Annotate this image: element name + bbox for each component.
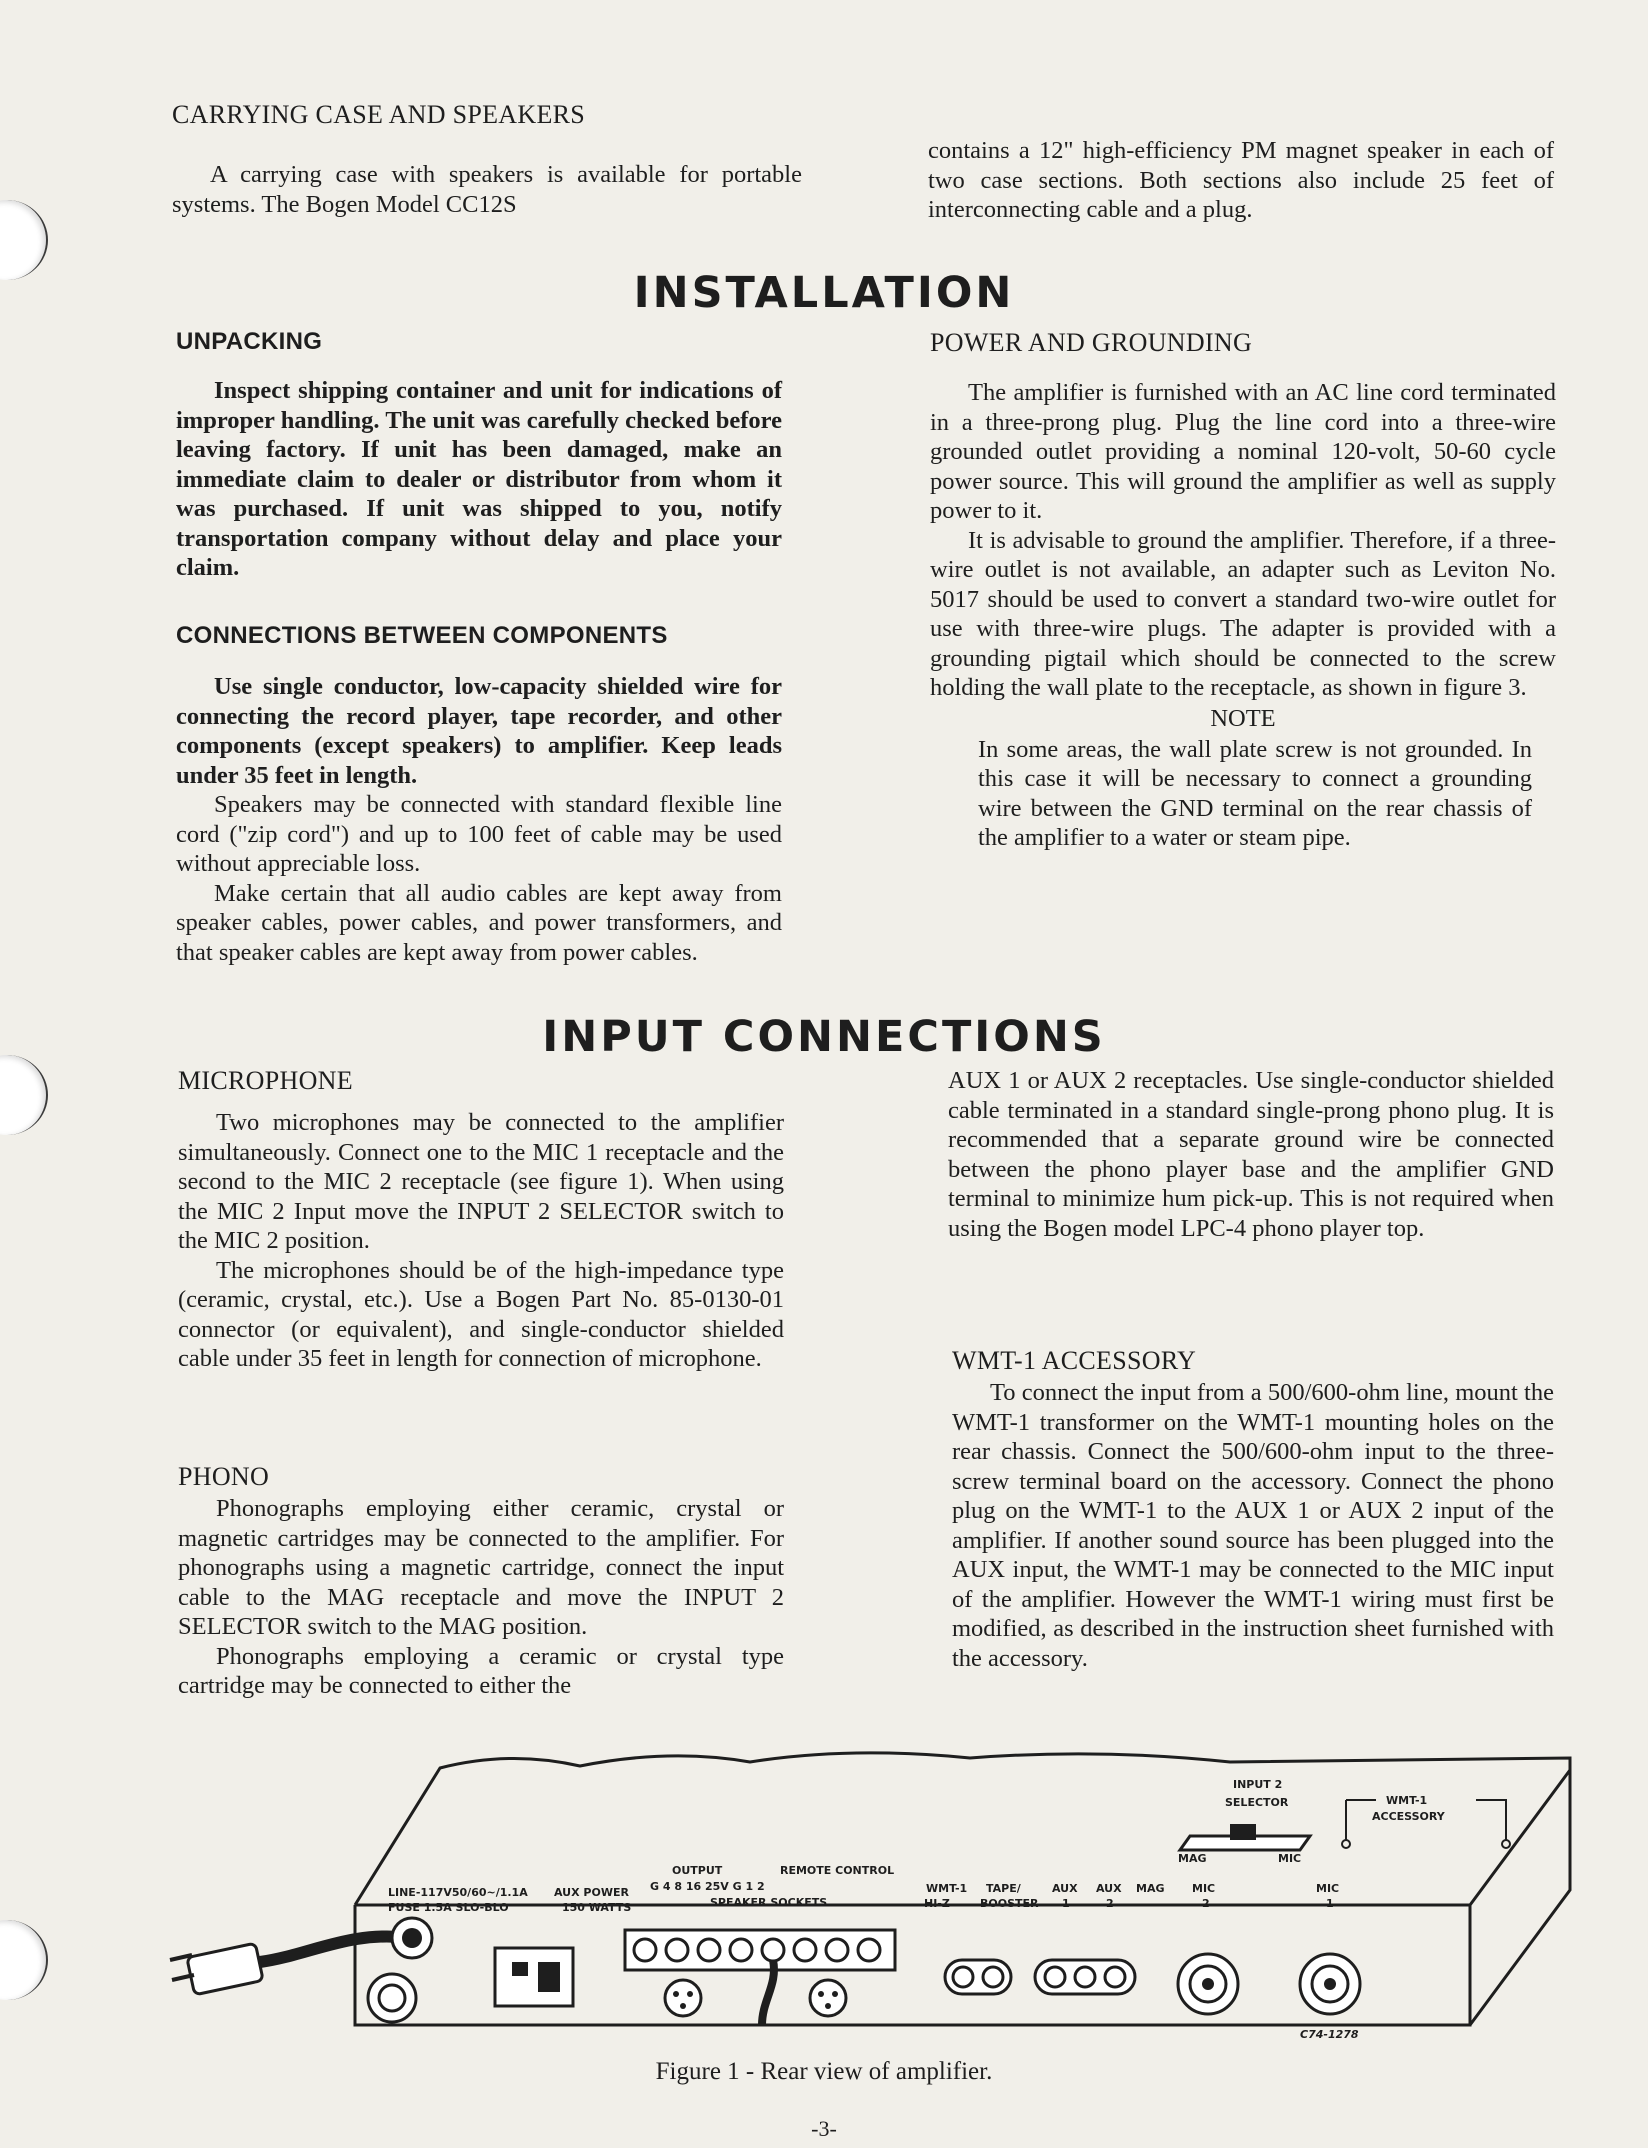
mic-connector-icon [1178,1954,1360,2014]
microphone-section [178,1066,784,1374]
speaker-terminal-strip-icon [625,1930,895,2025]
carrying-case-right [928,136,1554,225]
page-number: -3- [811,2116,837,2141]
power-heading: POWER AND GROUNDING [930,328,1253,357]
input-selector-switch-icon [1180,1824,1310,1850]
label-input2: INPUT 2 [1233,1778,1283,1791]
label-aux1: AUX [1052,1882,1078,1895]
speaker-socket-icon [665,1980,846,2016]
label-selector: SELECTOR [1225,1796,1289,1809]
label-mic1-num: 1 [1326,1897,1334,1910]
label-accessory: ACCESSORY [1372,1810,1445,1823]
figure-caption: Figure 1 - Rear view of amplifier. [655,2058,993,2085]
microphone-heading: MICROPHONE [178,1066,353,1095]
label-output: OUTPUT [672,1864,723,1877]
phono-jack-icon [945,1960,1135,1994]
wmt-section [952,1346,1554,1673]
carrying-case-left [172,100,802,219]
label-mag: MAG [1178,1852,1207,1865]
connections-text-2: Speakers may be connected with standard flexible line cord ("zip cord") and up to 100 feet of cable may be used without appreciable loss. [176,791,782,877]
label-mag-input: MAG [1136,1882,1165,1895]
aux-power-outlet-icon [495,1948,573,2006]
power-text-2: It is advisable to ground the amplifier. Therefore, if a three-wire outlet is not available, an adapter such as Leviton No. 5017 should be used to convert a standard two-wire outlet for use with three-wire plugs. The adapter is provided with a grounding pigtail which should be connected to the screw holding the wall plate to the receptacle, as shown in figure 3. [930,526,1556,701]
label-aux1-num: 1 [1062,1897,1070,1910]
label-fuse: FUSE 1.5A SLO-BLO [388,1901,509,1914]
label-aux2: AUX [1096,1882,1122,1895]
phono-heading: PHONO [178,1462,270,1491]
aux-text: AUX 1 or AUX 2 receptacles. Use single-conductor shielded cable terminated in a standard single-prong phono plug. It is recommended that a separate ground wire be connected between the phono player base and the amplifier GND terminal to minimize hum pick-up. This is not required when using the Bogen model LPC-4 phono player top. [948,1067,1554,1242]
wmt-text: To connect the input from a 500/600-ohm line, mount the WMT-1 transformer on the WMT-1 mounting holes on the rear chassis. Connect the 500/600-ohm input to the three-screw terminal board on the accessory. Connect the phono plug on the WMT-1 to the AUX 1 or AUX 2 input of the amplifier. If another sound source has been plugged into the AUX input, the WMT-1 may be connected to the MIC input of the amplifier. However the WMT-1 wiring must first be modified, as described in the instruction sheet furnished with the accessory. [952,1379,1554,1672]
unpacking-text: Inspect shipping container and unit for indications of improper handling. The unit was carefully checked before leaving factory. If unit has been damaged, make an immediate claim to dealer or distributor from whom it was purchased. If unit was shipped to you, notify transportation company without delay and place your claim. [176,377,782,581]
label-aux2-num: 2 [1106,1897,1114,1910]
microphone-text-1: Two microphones may be connected to the amplifier simultaneously. Connect one to the MIC 1 receptacle and the second to the MIC 2 receptacle (see figure 1). When using the MIC 2 Input move the INPUT 2 SELECTOR switch to the MIC 2 position. [178,1109,784,1254]
label-wmt1: WMT-1 [1386,1794,1428,1807]
connections-text-3: Make certain that all audio cables are kept away from speaker cables, power cables, and power transformers, and that speaker cables are kept away from power cables. [176,879,782,966]
phono-text-1: Phonographs employing either ceramic, crystal or magnetic cartridges may be connected to the amplifier. For phonographs using a magnetic cartridge, connect the input cable to the MAG receptacle and move the INPUT 2 SELECTOR switch to the MAG position. [178,1495,784,1640]
label-tape: TAPE/ [986,1882,1021,1895]
label-watts: 150 WATTS [562,1901,632,1914]
binder-hole [0,1920,48,2000]
label-mic: MIC [1278,1852,1302,1865]
label-mic1: MIC [1316,1882,1340,1895]
carrying-case-heading: CARRYING CASE AND SPEAKERS [172,100,586,129]
label-hi-z: HI-Z [924,1897,950,1910]
aux-continued [948,1066,1554,1243]
note-title: NOTE [1210,704,1276,732]
connections-text-1: Use single conductor, low-capacity shielded wire for connecting the record player, tape recorder, and other components (except speakers) to amplifier. Keep leads under 35 feet in length. [176,673,782,789]
carrying-case-text: A carrying case with speakers is available for portable systems. The Bogen Model CC12S [172,161,802,218]
carrying-case-text-continued: contains a 12" high-efficiency PM magnet speaker in each of two case sections. Both sections also include 25 feet of interconnecting cable and a plug. [928,137,1554,223]
installation-title: INSTALLATION [633,268,1015,318]
connections-section [176,622,782,967]
note-text: In some areas, the wall plate screw is not grounded. In this case it will be necessary to connect a grounding wire between the GND terminal on the rear chassis of the amplifier to a water or steam pipe. [978,735,1532,851]
unpacking-section [176,328,782,583]
label-wmt1-input: WMT-1 [926,1882,968,1895]
label-drawing-number: C74-1278 [1300,2028,1359,2040]
label-mic2: MIC [1192,1882,1216,1895]
label-speaker-sockets: SPEAKER SOCKETS [710,1896,828,1909]
phono-section [178,1462,784,1701]
binder-hole [0,1055,48,1135]
microphone-text-2: The microphones should be of the high-impedance type (ceramic, crystal, etc.). Use a Bogen Part No. 85-0130-01 connector (or equivalent), and single-conductor shielded cable under 35 feet in length for connection of microphone. [178,1256,784,1372]
input-connections-title: INPUT CONNECTIONS [542,1012,1106,1062]
power-section [930,328,1556,853]
label-output-terminals: G 4 8 16 25V G 1 2 [650,1880,765,1893]
power-text-1: The amplifier is furnished with an AC line cord terminated in a three-prong plug. Plug the line cord into a three-wire grounded outlet providing a nominal 120-volt, 50-60 cycle power source. This will ground the amplifier as well as supply power to it. [930,379,1556,524]
wmt-heading: WMT-1 ACCESSORY [952,1346,1197,1375]
label-booster: BOOSTER [980,1897,1039,1910]
label-line: LINE-117V50/60~/1.1A [388,1886,528,1899]
note-box [978,735,1532,853]
phono-text-2: Phonographs employing a ceramic or crystal type cartridge may be connected to either the [178,1642,784,1699]
unpacking-heading: UNPACKING [176,328,323,355]
fuse-holder-icon [368,1974,416,2022]
wmt-accessory-bracket-icon [1342,1800,1510,1848]
label-aux-power: AUX POWER [554,1886,629,1899]
connections-heading: CONNECTIONS BETWEEN COMPONENTS [176,622,668,649]
label-remote-control: REMOTE CONTROL [780,1864,895,1877]
label-mic2-num: 2 [1202,1897,1210,1910]
amplifier-rear-view-figure [150,1740,1590,2040]
